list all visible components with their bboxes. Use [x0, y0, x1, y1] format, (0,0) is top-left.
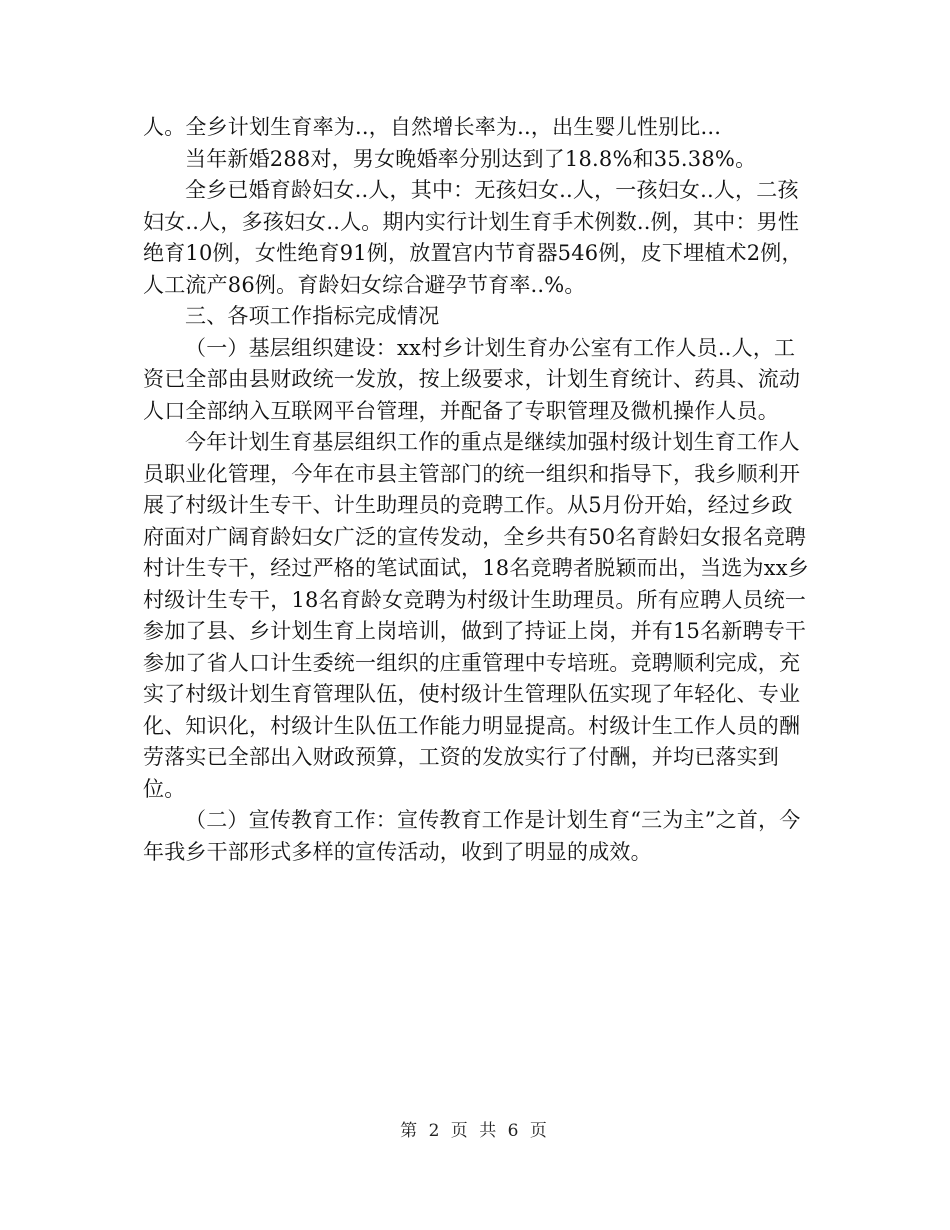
paragraph-grassroots-organization: （一）基层组织建设：xx村乡计划生育办公室有工作人员..人，工资已全部由县财政统一发放，按上级要求，计划生育统计、药具、流动人口全部纳入互联网平台管理，并配备了专职管理及微机操作人员。 [143, 335, 801, 423]
section-heading-indicators: 三、各项工作指标完成情况 [185, 304, 440, 328]
paragraph-marriage-stats: 当年新婚288对，男女晚婚率分别达到了18.8%和35.38%。 [185, 146, 757, 171]
paragraph-continuation: 人。全乡计划生育率为..，自然增长率为..，出生婴儿性别比... [143, 115, 722, 139]
page-number-footer: 第 2 页 共 6 页 [400, 1121, 550, 1141]
paragraph-publicity-education: （二）宣传教育工作：宣传教育工作是计划生育“三为主”之首，今年我乡干部形式多样的宣传活动，收到了明显的成效。 [143, 808, 801, 864]
paragraph-women-stats: 全乡已婚育龄妇女..人，其中：无孩妇女..人，一孩妇女..人，二孩妇女..人，多孩妇女..人。期内实行计划生育手术例数..例，其中：男性绝育10例，女性绝育91例，放置宫内节育器546例，皮下埋植术2例，人工流产86例。育龄妇女综合避孕节育率..%。 [143, 178, 803, 297]
paragraph-recruitment: 今年计划生育基层组织工作的重点是继续加强村级计划生育工作人员职业化管理，今年在市县主管部门的统一组织和指导下，我乡顺利开展了村级计生专干、计生助理员的竞聘工作。从5月份开始，经过乡政府面对广阔育龄妇女广泛的宣传发动，全乡共有50名育龄妇女报名竞聘村计生专干，经过严格的笔试面试，18名竞聘者脱颖而出，当选为xx乡村级计生专干，18名育龄女竞聘为村级计生助理员。所有应聘人员统一参加了县、乡计划生育上岗培训，做到了持证上岗，并有15名新聘专干参加了省人口计生委统一组织的庄重管理中专培班。竞聘顺利完成，充实了村级计划生育管理队伍，使村级计生管理队伍实现了年轻化、专业化、知识化，村级计生队伍工作能力明显提高。村级计生工作人员的酬劳落实已全部出入财政预算，工资的发放实行了付酬，并均已落实到位。 [143, 430, 810, 801]
document-body [143, 112, 811, 868]
